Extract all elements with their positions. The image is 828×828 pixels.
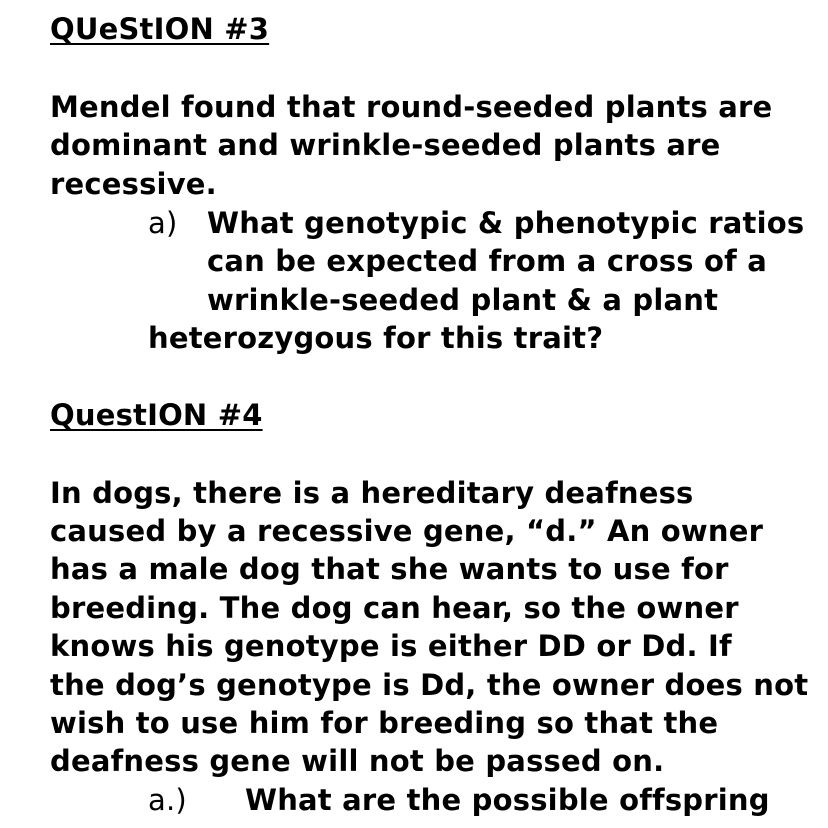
question-3-item-a-marker: a) — [148, 206, 178, 240]
question-4-item-a-marker: a.) — [148, 783, 187, 817]
question-4-body-line-8: deafness gene will not be passed on. — [50, 744, 665, 778]
question-4-body-line-3: has a male dog that she wants to use for — [50, 552, 729, 586]
question-3-item-a-line-4: heterozygous for this trait? — [148, 321, 604, 355]
question-4-body-line-1: In dogs, there is a hereditary deafness — [50, 476, 694, 510]
question-3-body-line-3: recessive. — [50, 167, 217, 201]
question-4-heading: QuestION #4 — [50, 398, 263, 432]
question-3-body-line-2: dominant and wrinkle-seeded plants are — [50, 128, 721, 162]
question-4-body-line-7: wish to use him for breeding so that the — [50, 706, 719, 740]
question-3-heading: QUeStION #3 — [50, 12, 270, 46]
question-4-body-line-6: the dog’s genotype is Dd, the owner does not — [50, 668, 809, 702]
question-3-body-line-1: Mendel found that round-seeded plants are — [50, 90, 773, 124]
question-4-body-line-5: knows his genotype is either DD or Dd. If — [50, 629, 732, 663]
question-4-body-line-4: breeding. The dog can hear, so the owner — [50, 591, 739, 625]
question-3-item-a-line-2: can be expected from a cross of a — [207, 244, 768, 278]
question-3-item-a-line-1: What genotypic & phenotypic ratios — [207, 206, 805, 240]
question-4-item-a-line-1: What are the possible offspring — [245, 783, 770, 817]
question-4-body-line-2: caused by a recessive gene, “d.” An owner — [50, 514, 764, 548]
question-3-item-a-line-3: wrinkle-seeded plant & a plant — [207, 283, 719, 317]
